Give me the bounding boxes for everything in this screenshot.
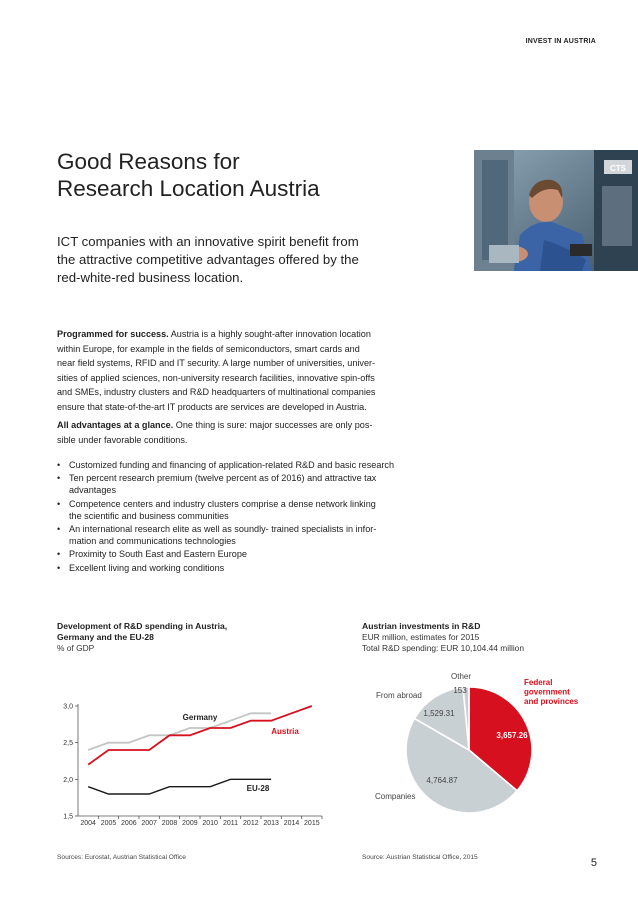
series-line-eu-28 [88, 779, 271, 794]
paragraph-advantages [57, 418, 427, 447]
bullet-icon: • [57, 524, 61, 535]
lead-line-3: red-white-red business location. [57, 270, 244, 285]
series-label-eu-28: EU-28 [246, 784, 270, 793]
line-chart-unit: % of GDP [57, 643, 95, 653]
lead-paragraph [57, 233, 392, 287]
line-chart [50, 690, 340, 835]
paragraph-programmed [57, 327, 427, 415]
pie-chart-title: Austrian investments in R&D [362, 621, 481, 631]
line-chart-header [57, 621, 317, 654]
lead-line-2: the attractive competitive advantages offered by the [57, 252, 359, 267]
bullet-icon: • [57, 460, 61, 470]
y-tick-label: 2,0 [63, 776, 73, 784]
p2-line-1: One thing is sure: major successes are only pos- [173, 420, 373, 430]
title-line-2: Research Location Austria [57, 176, 320, 201]
pie-value-label-3: 1,529.31 [423, 709, 455, 718]
series-label-germany: Germany [182, 713, 218, 722]
bullet-icon: • [57, 498, 61, 509]
x-tick-label: 2009 [182, 820, 198, 827]
pie-category-label-companies: Companies [375, 792, 416, 801]
x-tick-label: 2008 [161, 820, 178, 827]
p1-lead: Programmed for success. [57, 329, 169, 339]
advantages-list [57, 459, 437, 575]
pie-chart-subtitle-2: Total R&D spending: EUR 10,104.44 million [362, 643, 525, 653]
pie-value-label-2: 4,764.87 [426, 776, 458, 785]
p2-lead: All advantages at a glance. [57, 420, 174, 430]
list-item: • Competence centers and industry clusters comprise a dense network linking the scientific and business communities [57, 498, 376, 521]
y-tick-label: 1,5 [63, 813, 73, 821]
list-item: • Customized funding and financing of application-related R&D and basic research [57, 460, 395, 470]
series-line-germany [88, 713, 271, 750]
pie-category-label-other: Other [451, 672, 472, 681]
y-tick-label: 2,5 [63, 740, 73, 748]
list-item: • Ten percent research premium (twelve percent as of 2016) and attractive tax advantages [57, 473, 377, 496]
header-tag: INVEST IN AUSTRIA [525, 38, 596, 45]
x-tick-label: 2013 [263, 820, 279, 827]
x-tick-label: 2012 [243, 820, 259, 827]
list-item: • Excellent living and working conditions [57, 562, 225, 573]
pie-category-label-federal: Federal [524, 678, 553, 687]
page-title [57, 148, 397, 202]
researcher-photo [474, 150, 638, 271]
svg-text:CTS: CTS [610, 164, 626, 173]
list-item: • Proximity to South East and Eastern Europe [57, 549, 247, 560]
pie-chart-subtitle-1: EUR million, estimates for 2015 [362, 632, 480, 642]
pie-value-label-4: 153 [453, 686, 467, 695]
x-tick-label: 2014 [283, 820, 300, 827]
line-chart-title-1: Development of R&D spending in Austria, [57, 621, 228, 631]
x-tick-label: 2015 [304, 820, 320, 827]
p1-line-4: sities of applied sciences, non-university research facilities, innovative spin-offs [57, 372, 375, 383]
p1-line-1: Austria is a highly sought-after innovation location [168, 329, 371, 339]
p1-line-5: and SMEs, industry clusters and R&D headquarters of multinational companies [57, 387, 376, 398]
list-item: • An international research elite as well as soundly- trained specialists in infor- mation and communications technologies [57, 524, 377, 547]
pie-category-label-federal: and provinces [524, 697, 579, 706]
x-tick-label: 2011 [222, 820, 239, 827]
x-tick-label: 2007 [141, 820, 157, 827]
p1-line-6: ensure that state-of-the-art IT products are services are developed in Austria. [57, 401, 367, 412]
pie-category-label-abroad: From abroad [376, 691, 422, 700]
x-tick-label: 2006 [121, 820, 137, 827]
x-tick-label: 2004 [80, 820, 96, 827]
pie-category-label-federal: government [524, 687, 570, 697]
page-number: 5 [590, 857, 597, 869]
bullet-icon: • [57, 473, 61, 484]
x-tick-label: 2010 [202, 820, 218, 827]
series-label-austria: Austria [271, 727, 299, 736]
p1-line-3: near field systems, RFID and IT security. A large number of universities, univer- [57, 358, 376, 369]
bullet-icon: • [57, 549, 61, 560]
pie-value-label-1: 3,657.26 [496, 731, 528, 740]
pie-chart [360, 665, 600, 815]
pie-chart-source: Source: Austrian Statistical Office, 2015 [362, 854, 478, 861]
line-chart-title-2: Germany and the EU-28 [57, 632, 154, 642]
bullet-icon: • [57, 562, 61, 573]
p2-line-2: sible under favorable conditions. [57, 434, 188, 445]
title-line-1: Good Reasons for [57, 149, 240, 174]
line-chart-source: Sources: Eurostat, Austrian Statistical Office [57, 854, 186, 861]
lead-line-1: ICT companies with an innovative spirit benefit from [57, 234, 359, 249]
pie-chart-header [362, 621, 612, 654]
y-tick-label: 3,0 [63, 703, 73, 711]
p1-line-2: within Europe, for example in the fields of semiconductors, smart cards and [57, 343, 360, 354]
x-tick-label: 2005 [100, 820, 117, 827]
